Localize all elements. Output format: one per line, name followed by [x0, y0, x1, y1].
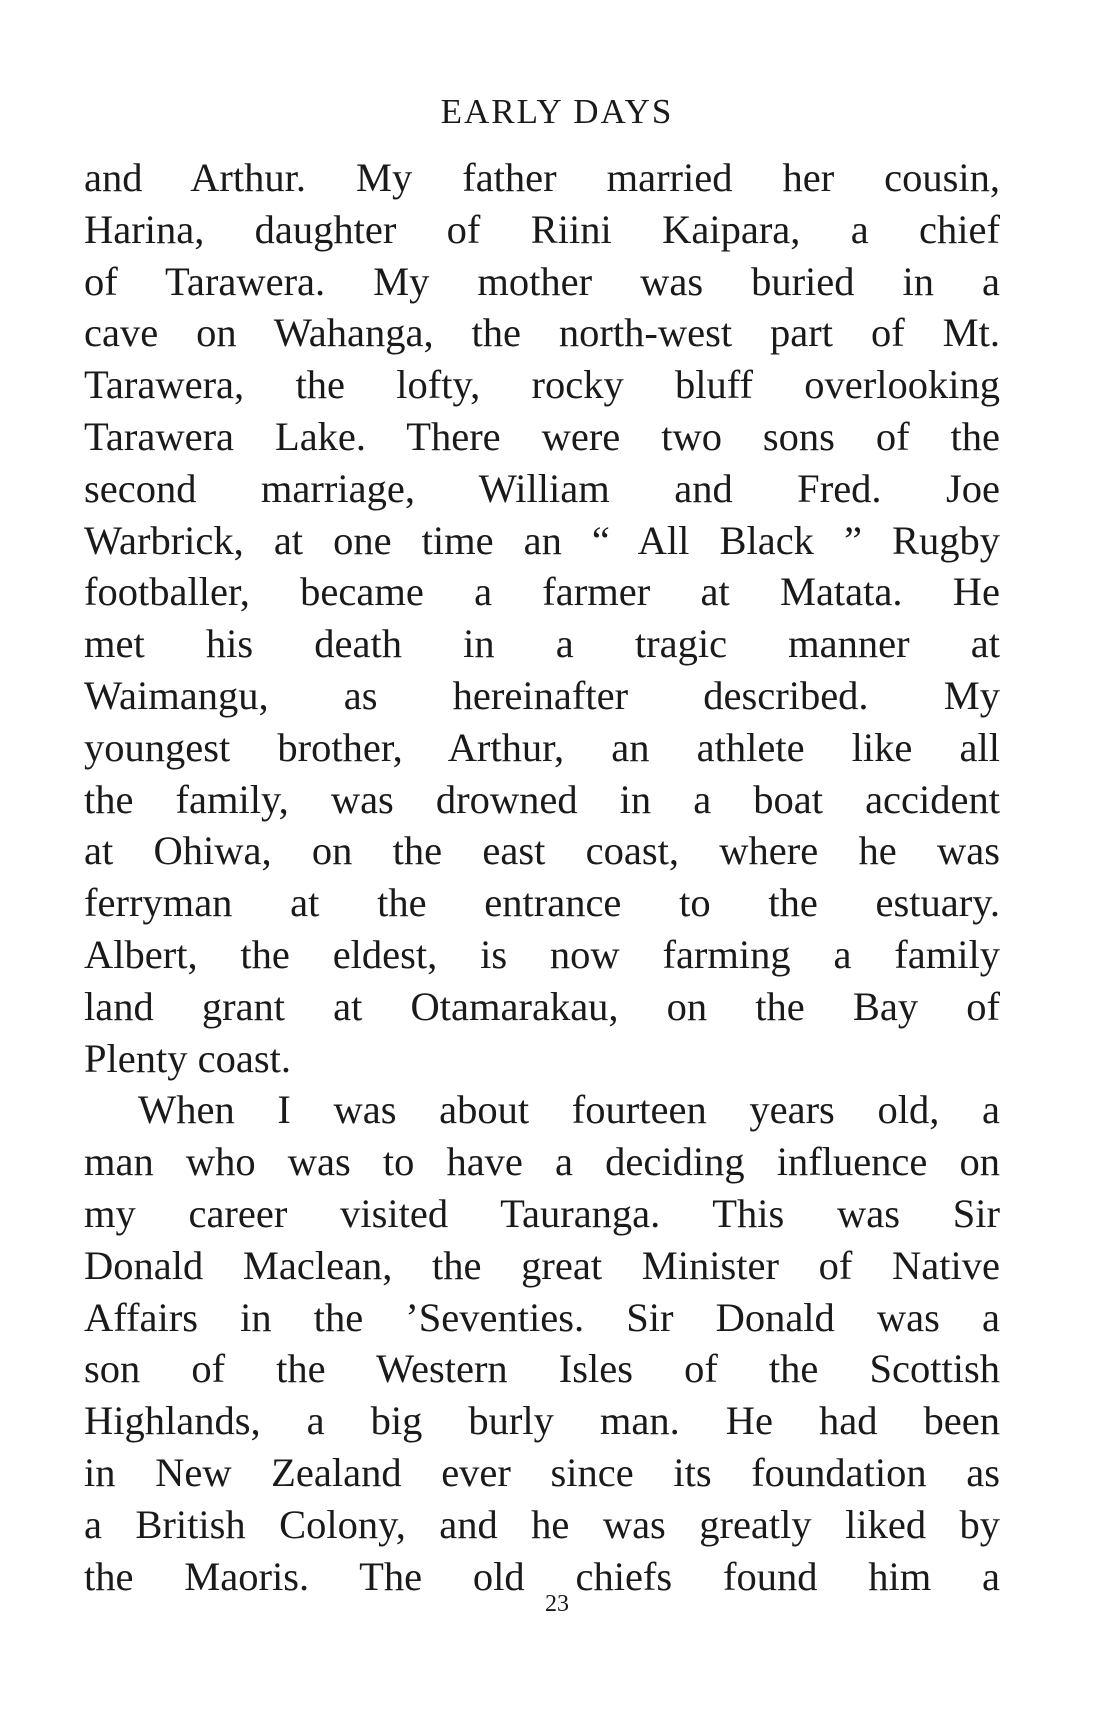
text-line: Highlands, a big burly man. He had been	[84, 1398, 1000, 1444]
text-line: at Ohiwa, on the east coast, where he was	[84, 828, 1000, 874]
text-line: cave on Wahanga, the north-west part of Mt.	[84, 310, 1000, 356]
text-line: in New Zealand ever since its foundation as	[84, 1449, 1000, 1495]
text-line: man who was to have a deciding influence on	[84, 1139, 1000, 1185]
text-line: Affairs in the ’Seventies. Sir Donald was a	[84, 1294, 1000, 1340]
text-line: When I was about fourteen years old, a	[138, 1087, 1000, 1133]
running-head: EARLY DAYS	[440, 92, 674, 131]
text-line: Plenty coast.	[84, 1035, 291, 1081]
text-line: a British Colony, and he was greatly liked by	[84, 1501, 1000, 1547]
text-line: footballer, became a farmer at Matata. He	[84, 569, 1000, 615]
text-line: of Tarawera. My mother was buried in a	[84, 258, 1000, 304]
text-line: Donald Maclean, the great Minister of Native	[84, 1242, 1000, 1288]
text-line: and Arthur. My father married her cousin,	[84, 155, 1000, 200]
text-line: land grant at Otamarakau, on the Bay of	[84, 983, 1000, 1029]
text-line: Waimangu, as hereinafter described. My	[84, 672, 1000, 718]
text-line: Albert, the eldest, is now farming a family	[84, 931, 1000, 977]
text-line: Tarawera Lake. There were two sons of the	[84, 413, 1000, 459]
text-line: met his death in a tragic manner at	[84, 621, 1000, 667]
body-text	[84, 152, 1000, 1602]
page-number: 23	[545, 1591, 569, 1617]
text-line: second marriage, William and Fred. Joe	[84, 465, 1000, 511]
text-line: son of the Western Isles of the Scottish	[84, 1346, 1000, 1392]
text-line: youngest brother, Arthur, an athlete like all	[84, 724, 1000, 770]
text-line: Warbrick, at one time an “ All Black ” Rugby	[84, 517, 1000, 563]
text-line: Tarawera, the lofty, rocky bluff overlooking	[84, 362, 1000, 408]
text-line: Harina, daughter of Riini Kaipara, a chief	[84, 206, 1000, 252]
text-line: ferryman at the entrance to the estuary.	[84, 880, 1000, 926]
text-line: my career visited Tauranga. This was Sir	[84, 1190, 1000, 1236]
text-line: the Maoris. The old chiefs found him a	[84, 1553, 1000, 1599]
text-line: the family, was drowned in a boat accident	[84, 776, 1000, 822]
